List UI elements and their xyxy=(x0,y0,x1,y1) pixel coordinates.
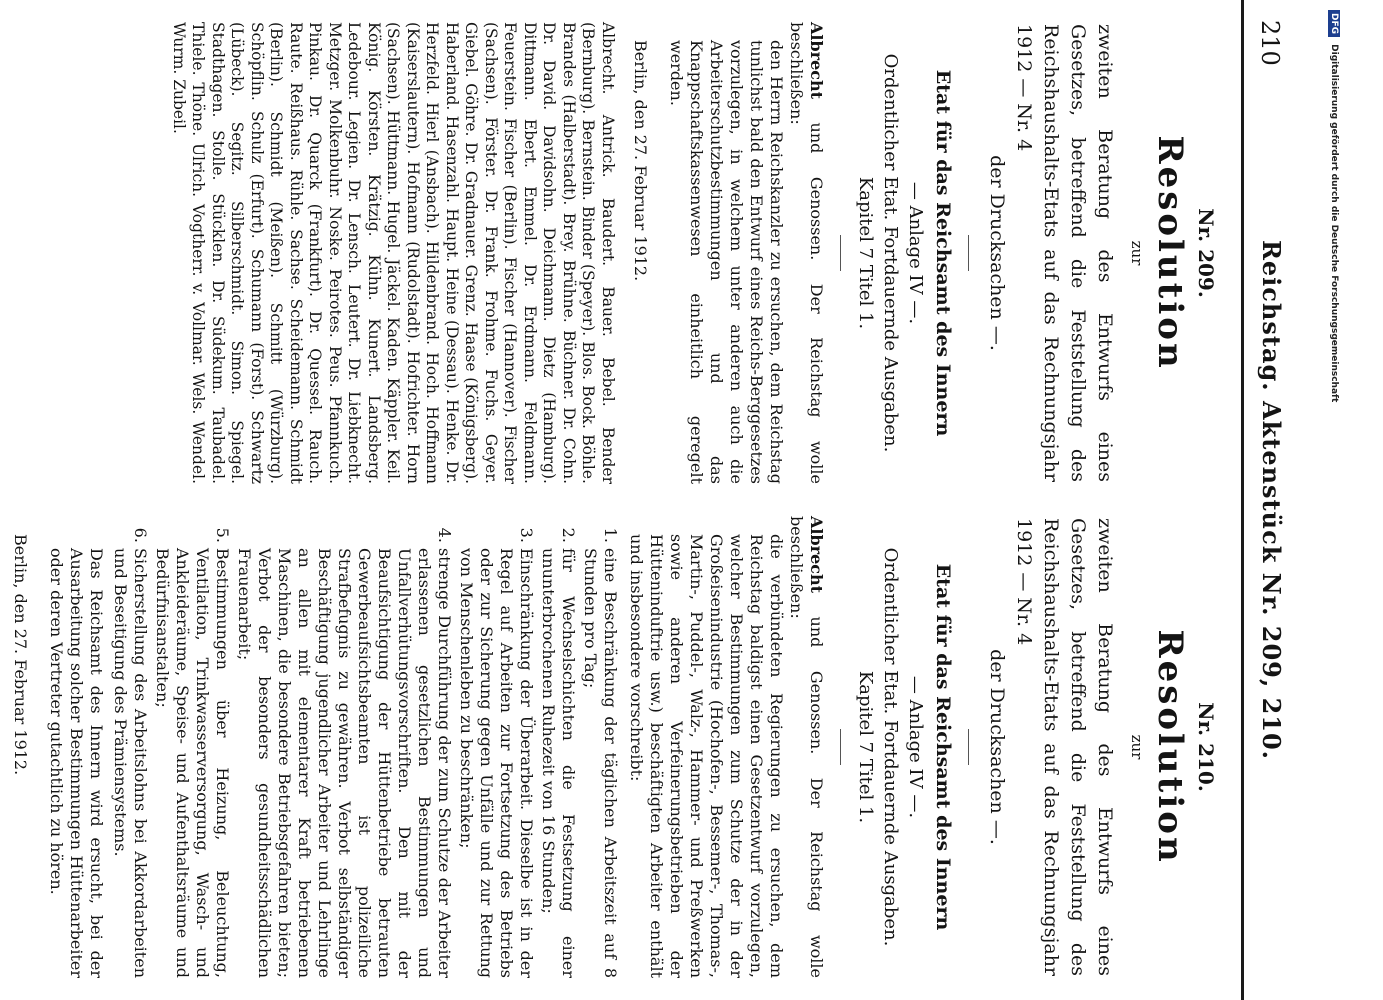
etat-heading: Etat für das Reichsamt des Innern xyxy=(932,563,954,931)
ordentlicher-etat-line: Ordentlicher Etat. Fortdauernde Ausgaben. xyxy=(880,53,901,453)
intro-paragraph xyxy=(983,24,1118,482)
motion-paragraph xyxy=(666,22,826,484)
anlage-line: — Anlage IV —. xyxy=(905,675,926,819)
intro-text-end: der Drucksachen —. xyxy=(986,649,1008,845)
demand-item: 5. Bestimmungen über Heizung, Beleuchtung, Ventilation, Trinkwasserversorgung, Wasch- und Ankleideräume, Speise- und Aufenthaltsräume und Bedürfnisanstalten; xyxy=(152,548,232,978)
digitization-credit xyxy=(1328,10,1340,402)
intro-paragraph xyxy=(983,518,1118,976)
demand-item: 6. Sicherstellung des Arbeitslohns bei Akkordarbeiten und Beseitigung des Prämiensystems. xyxy=(110,548,150,978)
section-divider xyxy=(840,729,841,765)
title-connector: zur xyxy=(1128,734,1146,760)
column-nr-210 xyxy=(0,512,1228,982)
intro-text-end: der Drucksachen —. xyxy=(986,155,1008,351)
kapitel-line: Kapitel 7 Titel 1. xyxy=(855,176,876,330)
date-line: Berlin, den 27. Februar 1912. xyxy=(11,534,30,776)
document-number: Nr. 209. xyxy=(1194,208,1218,298)
motion-lead-name: Albrecht xyxy=(807,516,826,594)
motion-paragraph xyxy=(626,516,826,978)
title-connector: zur xyxy=(1128,240,1146,266)
motion-first-line: und Genossen. Der Reichstag wolle beschließen: xyxy=(787,22,826,484)
column-nr-209 xyxy=(0,18,1228,488)
demand-item: 3. Einschränkung der Überarbeit. Dieselbe ist in der Regel auf Arbeiten zur Fortsetzung des Betriebs oder zur Sicherung gegen Unfälle und zur Rettung von Menschenleben zu beschränken; xyxy=(456,548,536,978)
page-number: 210 xyxy=(1256,20,1284,66)
page-header xyxy=(1241,0,1340,1000)
document-title: Resolution xyxy=(1150,629,1190,865)
dfg-logo: DFG xyxy=(1328,10,1340,37)
intro-text: zweiten Beratung des Entwurfs eines Gesetzes, betreffend die Feststellung des Reichshaushalts-Etats auf das Rechnungsjahr 1912 — Nr. 4 xyxy=(1013,24,1116,482)
closing-paragraph: Das Reichsamt des Innern wird ersucht, bei der Ausarbeitung solcher Bestimmungen Hüttenarbeiter oder deren Vertreter gutachtlich zu hören. xyxy=(47,548,106,978)
running-title: Reichstag. Aktenstück Nr. 209, 210. xyxy=(1257,239,1286,761)
signatories-list: Albrecht. Antrick. Baudert. Bauer. Bebel. Bender (Bernburg). Bernstein. Binder (Speyer). Blos. Bock. Böhle. Brandes (Halberstadt). Brey. Brühne. Büchner. Dr. Cohn. Dr. David. Davidsohn. Deichmann. Dietz (Hamburg). Dittmann. Ebert. Emmel. Dr. Erdmann. Feldmann. Feuerstein. Fischer (Berlin). Fischer (Hannover). Fischer (Sachsen). Förster. Dr. Frank. Frohme. Fuchs. Geyer. Giebel. Göhre. Dr. Gradnauer. Grenz. Haase (Königsberg). Haberland. Hasenzahl. Haupt. Heine (Dessau). Henke. Dr. Herzfeld. Hierl (Ansbach). Hildenbrand. Hoch. Hoffmann (Kaiserslautern). Hofmann (Rudolstadt). Hofrichter. Horn (Sachsen). Hüttmann. Hugel. Jäckel. Kaden. Käppler. Keil. König. Körsten. Krätzig. Kühn. Kunert. Landsberg. Ledebour. Legien. Dr. Lensch. Leutert. Dr. Liebknecht. Metzger. Molkenbuhr. Noske. Peirotes. Peus. Pfannkuch. Pinkau. Dr. Quarck (Frankfurt). Dr. Quessel. Rauch. Raute. Reißhaus. Rühle. Sachse. Scheidemann. Schmidt (Berlin). Schmidt (Meißen). Schmitt (Würzburg). Schöpflin. Schulz (Erfurt). Schumann (Forst). Schwartz (Lübeck). Segitz. Silberschmidt. Simon. Spiegel. Stadthagen. Stolle. Stücklen. Dr. Südekum. Taubadel. Thiele. Thöne. Ulrich. Vogtherr. v. Vollmar. Wels. Wendel. Wurm. Zubeil. xyxy=(170,22,617,484)
etat-heading: Etat für das Reichsamt des Innern xyxy=(932,69,954,437)
credit-text: Digitalisierung gefördert durch die Deutsche Forschungsgemeinschaft xyxy=(1329,44,1339,403)
motion-first-line: und Genossen. Der Reichstag wolle beschließen: xyxy=(787,516,826,978)
demand-item: 4. strenge Durchführung der zum Schutze der Arbeiter erlassenen gesetzlichen Bestimmungen und Unfallverhütungsvorschriften. Den mit der Beaufsichtigung der Hüttenbetriebe betrauten Gewerbeaufsichtsbeamten ist polizeiliche Strafbefugnis zu gewähren. Verbot selbständiger Beschäftigung jugendlicher Arbeiter und Lehrlinge an allen mit elementarer Kraft betriebenen Maschinen, die besondere Betriebsgefahren bieten; Verbot der besonders gesundheitsschädlichen Frauenarbeit; xyxy=(234,548,454,978)
demands-list xyxy=(110,512,620,982)
demand-item: 2. für Wechselschichten die Festsetzung einer ununterbrochenen Ruhezeit von 16 Stunden; xyxy=(538,548,578,978)
date-line: Berlin, den 27. Februar 1912. xyxy=(631,40,650,282)
section-divider xyxy=(968,729,969,765)
anlage-line: — Anlage IV —. xyxy=(905,181,926,325)
section-divider xyxy=(968,235,969,271)
document-number: Nr. 210. xyxy=(1194,702,1218,792)
section-divider xyxy=(840,235,841,271)
motion-body: den Herrn Reichskanzler zu ersuchen, dem Reichstag tunlichst bald den Entwurf eines Reichs-Berggesetzes vorzulegen, in welchem unter anderen auch die Arbeiterschutzbestimmungen und das Knappschaftskassenwesen einheitlich geregelt werden. xyxy=(667,40,786,484)
intro-text: zweiten Beratung des Entwurfs eines Gesetzes, betreffend die Feststellung des Reichshaushalts-Etats auf das Rechnungsjahr 1912 — Nr. 4 xyxy=(1013,518,1116,976)
motion-lead-name: Albrecht xyxy=(807,22,826,100)
demand-item: 1. eine Beschränkung der täglichen Arbeitszeit auf 8 Stunden pro Tag; xyxy=(580,548,620,978)
motion-body: die verbündeten Regierungen zu ersuchen, dem Reichstag baldigst einen Gesetzentwurf vorzulegen, welcher Bestimmungen zum Schutze der in der Großeisenindustrie (Hochofen-, Bessemer-, Thomas-, Martin-, Puddel-, Walz-, Hammer- und Preßwerken sowie anderen Verfeinerungsbetrieben der Hütteninduftrie usw.) beschäftigten Arbeiter enthält und insbesondere vorschreibt: xyxy=(627,534,786,978)
document-title: Resolution xyxy=(1150,135,1190,371)
ordentlicher-etat-line: Ordentlicher Etat. Fortdauernde Ausgaben. xyxy=(880,547,901,947)
kapitel-line: Kapitel 7 Titel 1. xyxy=(855,670,876,824)
